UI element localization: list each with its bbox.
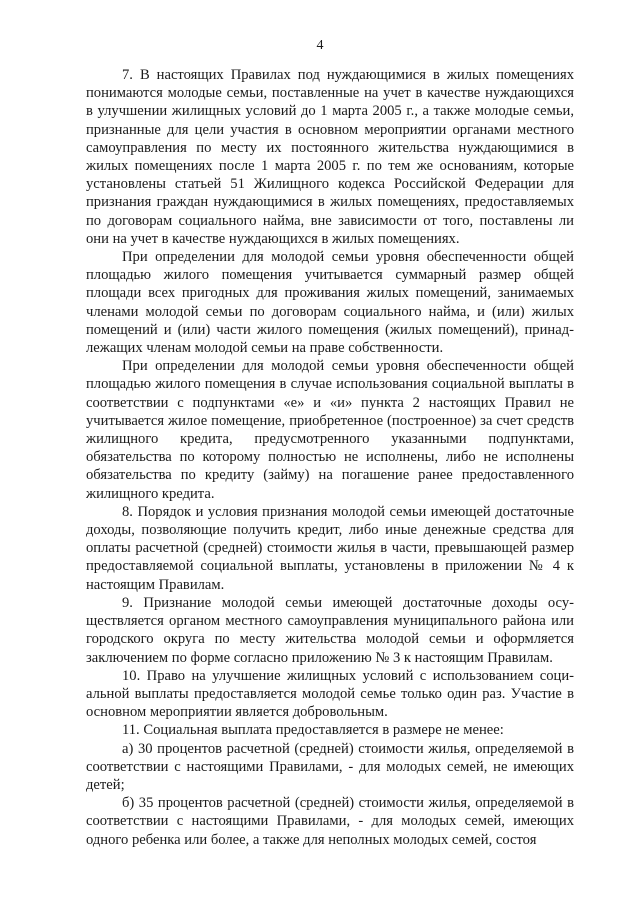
paragraph-10: 10. Право на улучшение жилищных условий с использованием социальной выплаты предоставляется молодой семье только один раз. Участие в основном мероприятии является добровольным.: [86, 667, 574, 721]
page-number: 4: [316, 38, 324, 53]
paragraph-7-credit-exclusion: При определении для молодой семьи уровня обеспеченности общей площадью жилого помещения в случае использования социальной выплаты в соответствии с подпунктами «е» и «и» пункта 2 настоящих Правил не учитывается жилое помещение, приобретенное (построенное) за счет средств жилищного кредита, предусмотренного указанными подпунктами, обязательства по которому полностью не исполнены, либо не исполнены обязательства по кредиту (займу) на погашение ранее предоставленного жилищного кредита.: [86, 358, 574, 502]
document-body: [86, 66, 574, 849]
paragraph-11: 11. Социальная выплата предоставляется в размере не менее:: [122, 722, 504, 739]
paragraph-11-item-b: б) 35 процентов расчетной (средней) стоимости жилья, определяемой в соответствии с настоящими Правилами, - для молодых семей, имеющих одного ребенка или более, а также для неполных молодых семей, состоя: [86, 795, 574, 848]
paragraph-7-area-calculation: При определении для молодой семьи уровня обеспеченности общей площадью жилого помещения учитывается суммарный размер общей площади всех пригодных для проживания жилых помещений, занимаемых членами молодой семьи по договорам социального найма, и (или) жилых помещений и (или) части жилого помещения (жилых помещений), принадлежащих членам молодой семьи на праве собственности.: [86, 249, 574, 357]
paragraph-8: 8. Порядок и условия признания молодой семьи имеющей достаточные доходы, позволяющие получить кредит, либо иные денежные средства для оплаты расчетной (средней) стоимости жилья в части, превышающей размер предоставляемой социальной выплаты, установлены в приложении № 4 к настоящим Правилам.: [86, 503, 574, 593]
paragraph-9: 9. Признание молодой семьи имеющей достаточные доходы осуществляется органом местного самоуправления муниципального района или городского округа по месту жительства молодой семьи и оформляется заключением по форме согласно приложению № 3 к настоящим Правилам.: [86, 594, 574, 666]
paragraph-7: 7. В настоящих Правилах под нуждающимися в жилых помещениях понимаются молодые семьи, поставленные на учет в качестве нуждающихся в улучшении жилищных условий до 1 марта 2005 г., а также молодые семьи, признанные для цели участия в основном мероприятии органами местного самоуправления по месту их постоянного жительства нуждающимися в жилых помещениях после 1 марта 2005 г. по тем же основаниям, которые установлены статьей 51 Жилищного кодекса Российской Федерации для признания граждан нуждающимися в жилых помещениях, предоставляемых по договорам социального найма, вне зависимости от того, поставлены ли они на учет в качестве нуждающихся в жилых помещениях.: [86, 67, 574, 247]
paragraph-11-item-a: а) 30 процентов расчетной (средней) стоимости жилья, определяемой в соответствии с настоящими Правилами, - для молодых семей, не имеющих детей;: [86, 740, 574, 793]
